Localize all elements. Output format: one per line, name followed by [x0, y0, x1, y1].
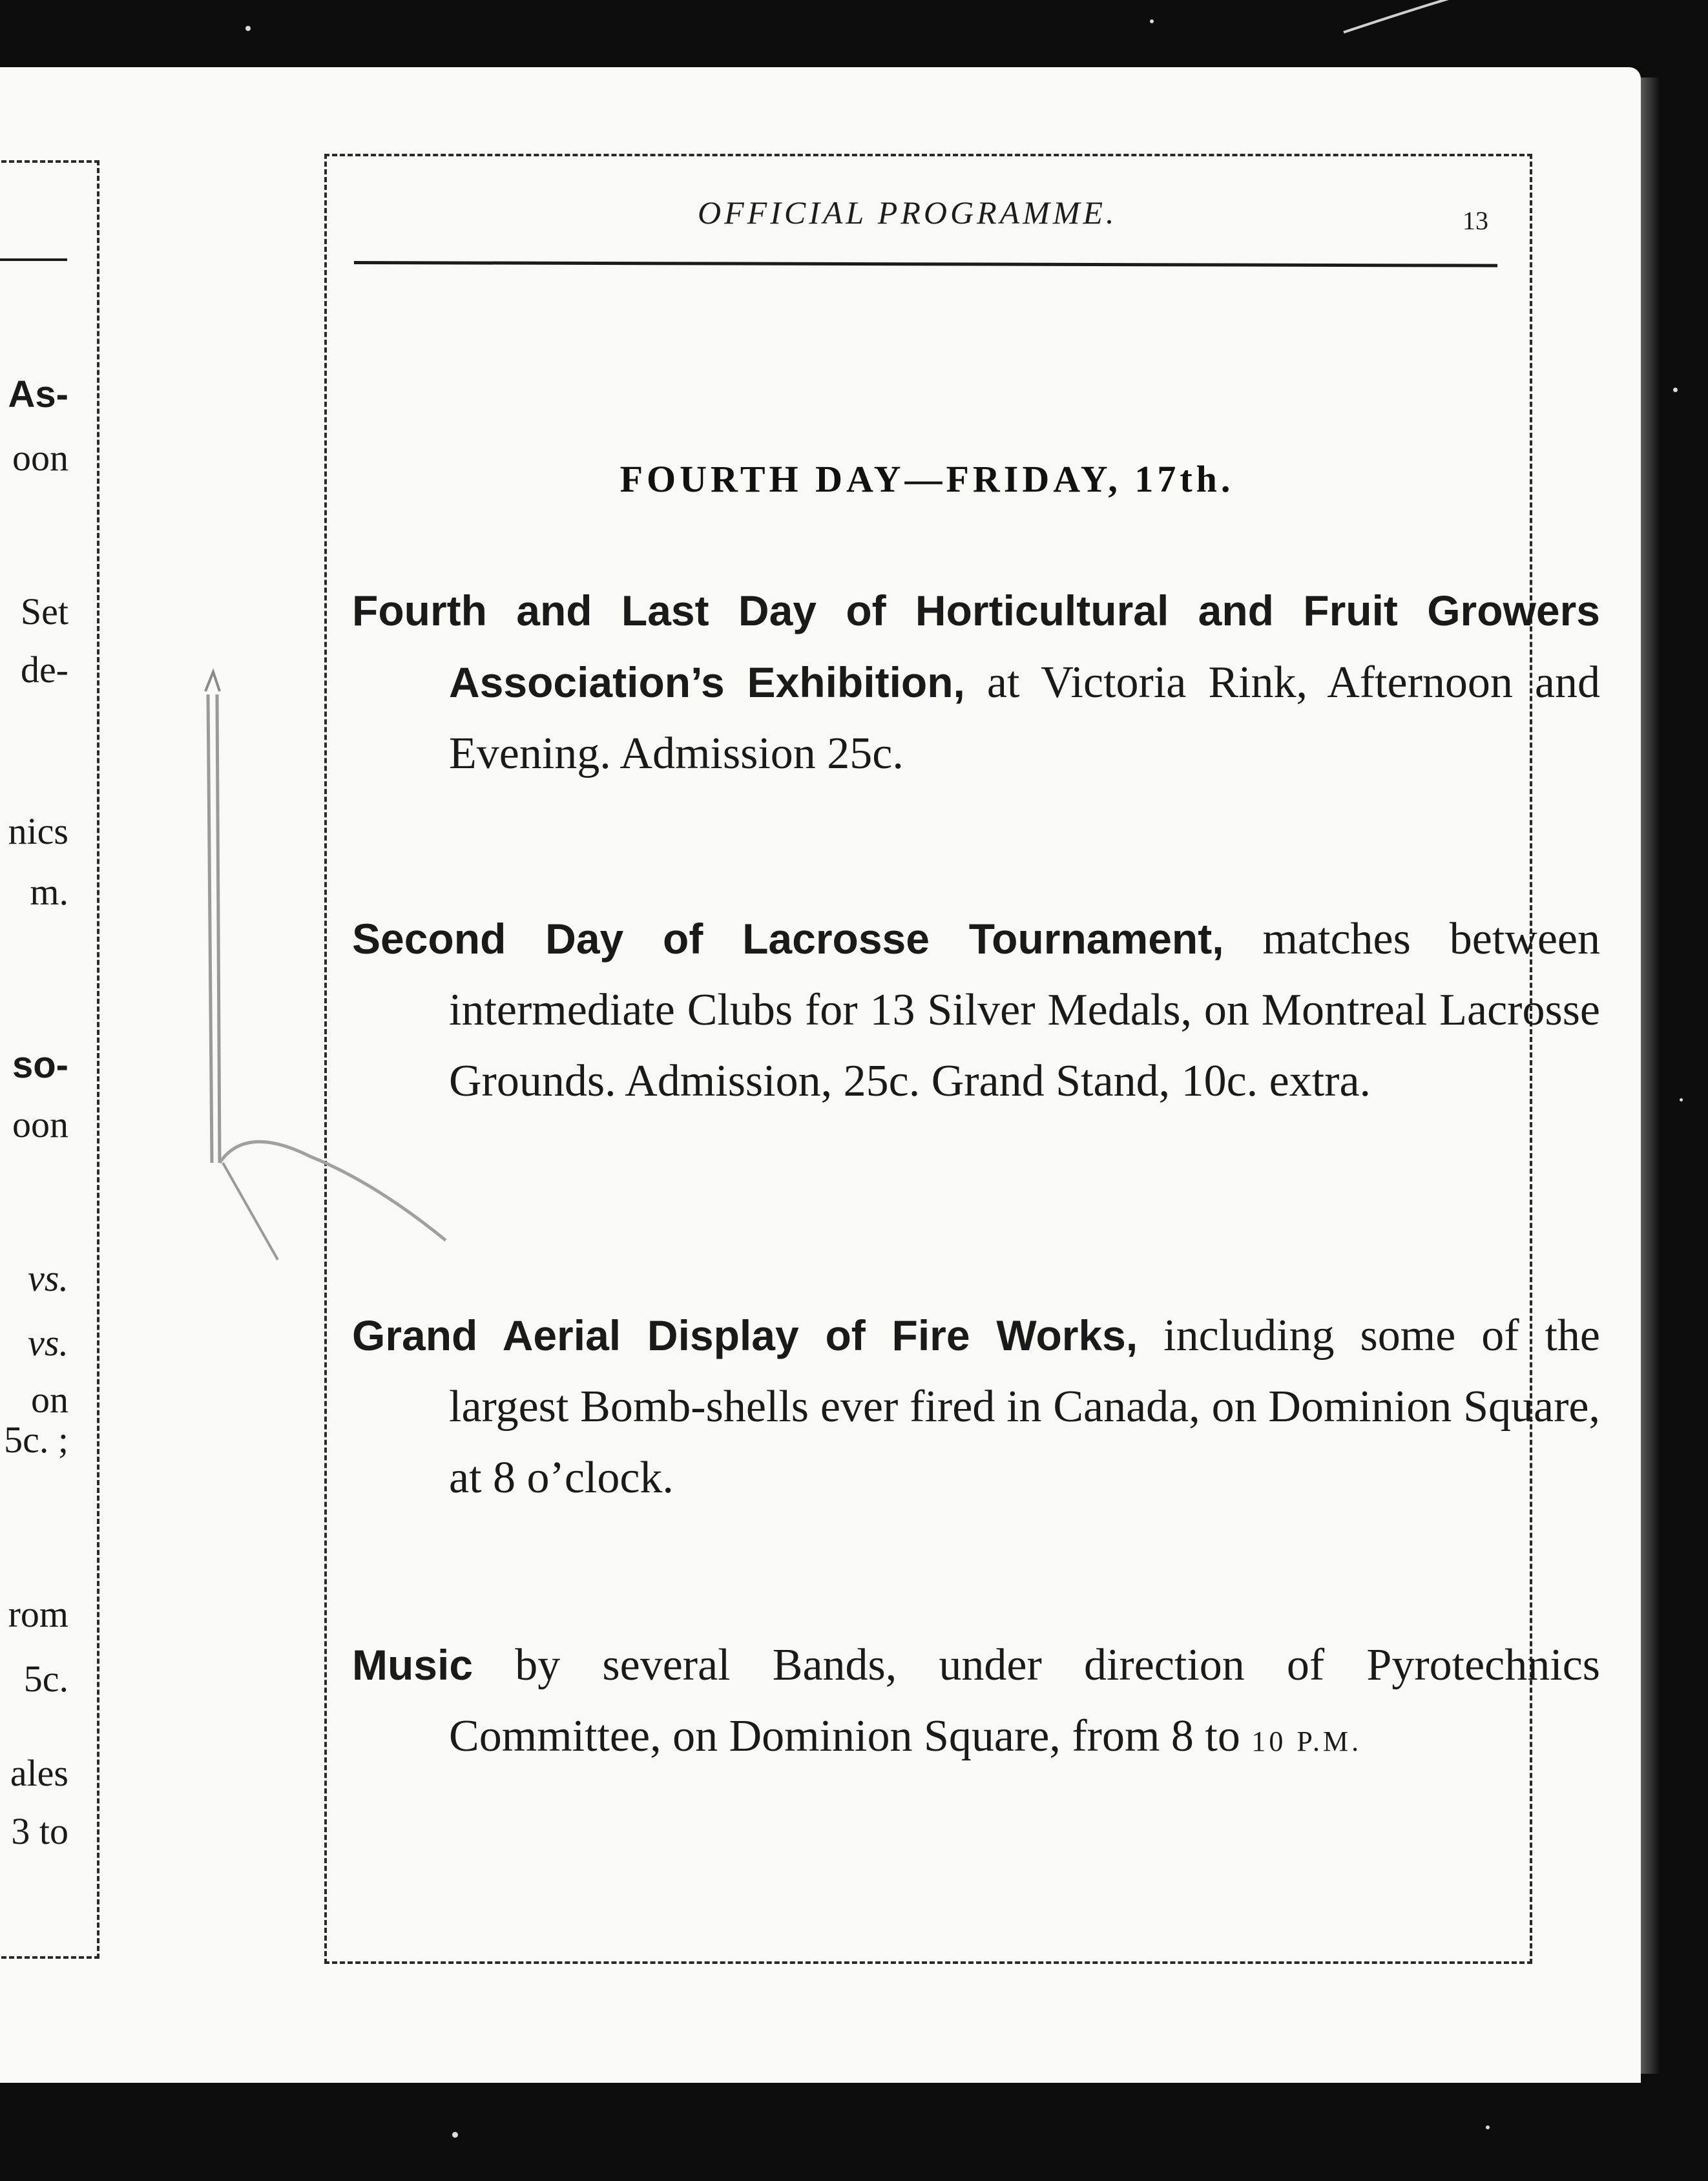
entry-details: including some of the largest Bomb-shells ever fired in Canada, on Dominion Square, at 8 o’clock. — [449, 1311, 1600, 1503]
left-fragment: vs. — [28, 1257, 68, 1299]
pencil-tip — [205, 672, 220, 691]
left-fragment: rom — [8, 1593, 68, 1635]
left-fragment: oon — [12, 437, 68, 479]
left-fragment: de- — [20, 649, 68, 691]
left-fragment: As- — [8, 373, 68, 415]
entry-details: at Victoria Rink, Afternoon and Evening. Admission 25c. — [449, 658, 1600, 778]
edge-scratch — [1344, 0, 1466, 32]
left-fragment: ales — [10, 1752, 68, 1794]
pencil-line — [208, 694, 220, 1163]
entry-title: Music — [352, 1641, 474, 1689]
entry-title: Grand Aerial Display of Fire Works, — [352, 1311, 1138, 1359]
left-fragment: nics — [8, 810, 68, 852]
entry-title: Second Day of Lacrosse Tournament, — [352, 915, 1224, 963]
left-fragment: 5c. ; — [4, 1419, 68, 1461]
running-head: OFFICIAL PROGRAMME. — [698, 194, 1118, 231]
left-fragment: vs. — [28, 1322, 68, 1364]
pencil-curve — [220, 1142, 446, 1240]
left-fragment: oon — [12, 1103, 68, 1145]
pencil-stroke — [223, 1163, 278, 1260]
entry-details: by several Bands, under direction of Pyrotechnics Committee, on Dominion Square, from 8 to — [449, 1640, 1600, 1761]
entry-details: matches between intermediate Clubs for 13 Silver Medals, on Montreal Lacrosse Grounds. Admission, 25c. Grand Stand, 10c. extra. — [449, 914, 1600, 1106]
entry-time: 10 P.M. — [1251, 1726, 1362, 1757]
left-fragment: 5c. — [23, 1658, 68, 1700]
left-fragment: on — [31, 1379, 68, 1421]
left-fragment: m. — [30, 871, 68, 913]
left-fragment: Set — [20, 590, 68, 632]
left-fragment: 3 to — [11, 1810, 68, 1852]
day-heading: FOURTH DAY—FRIDAY, 17th. — [620, 458, 1234, 500]
left-fragment: so- — [12, 1044, 68, 1086]
entry-title: Fourth and Last Day of Horticultural and Fruit Growers Association’s Exhibition, — [352, 587, 1600, 706]
page-number: 13 — [1463, 206, 1488, 235]
